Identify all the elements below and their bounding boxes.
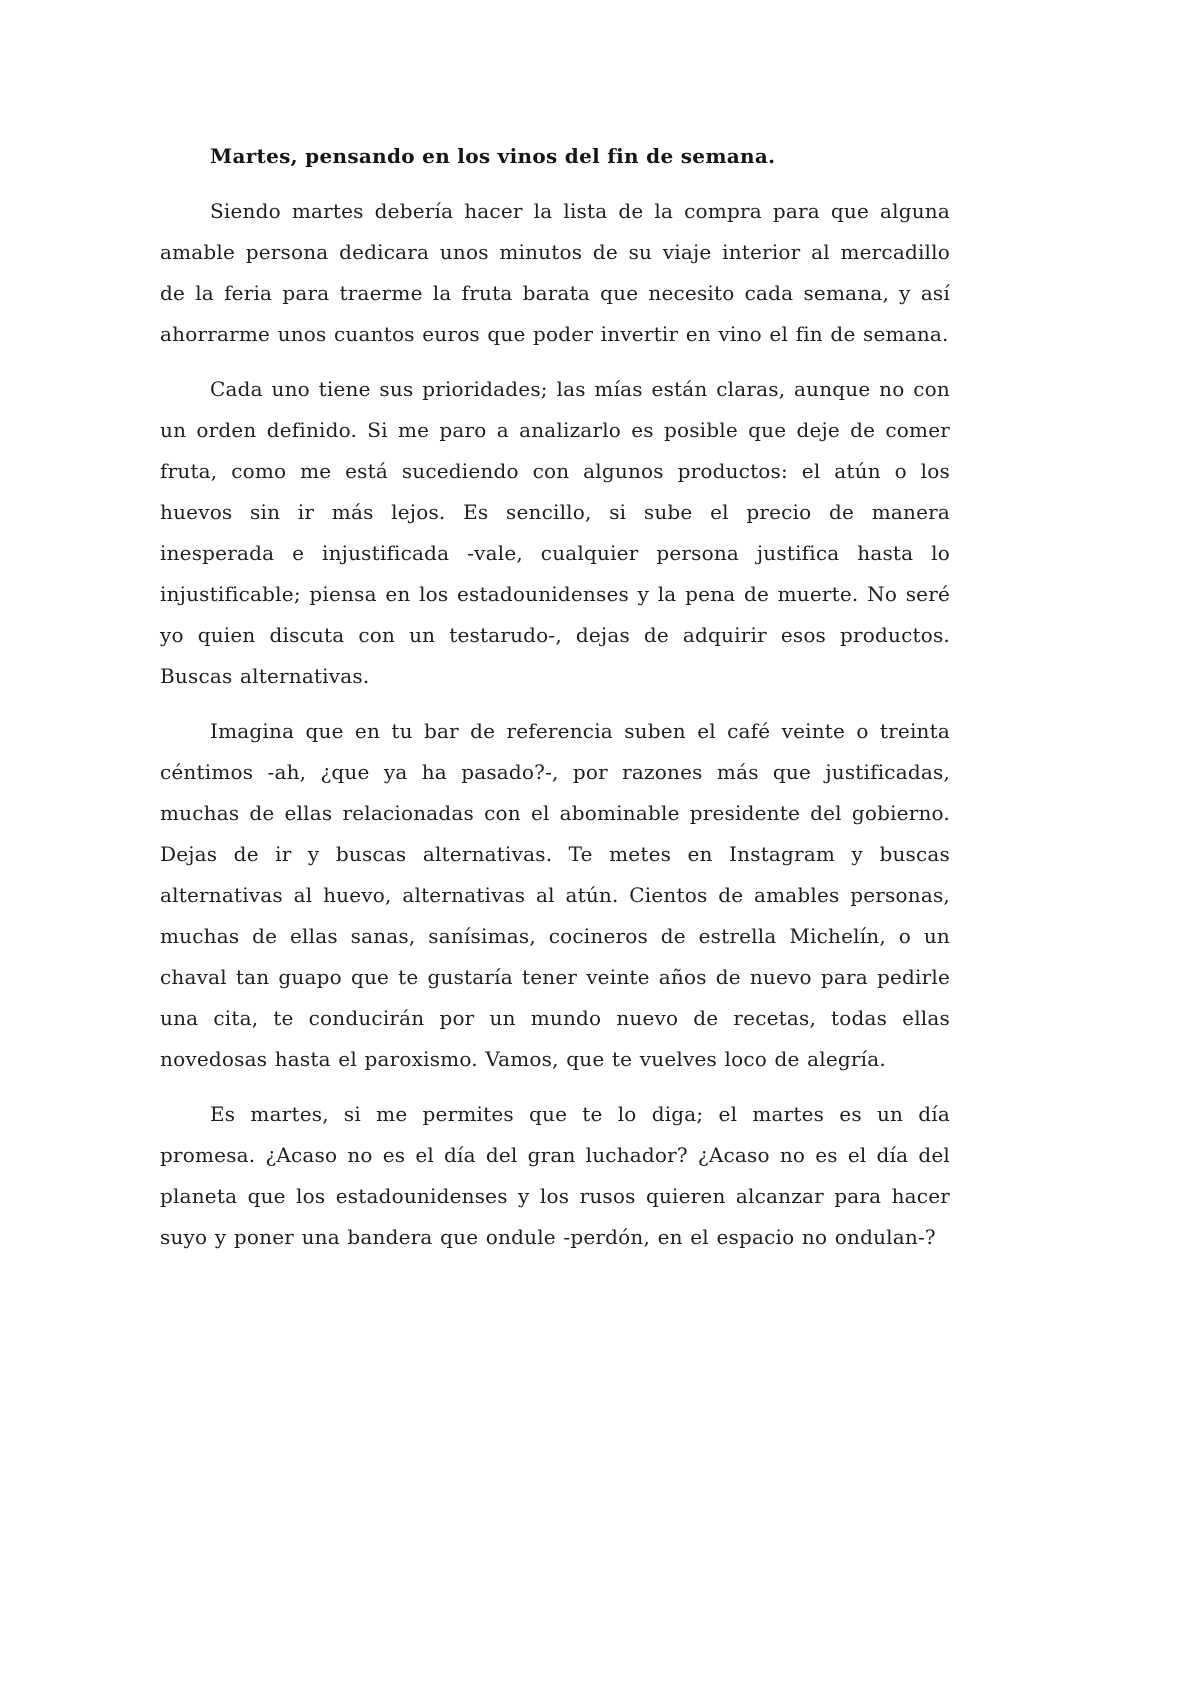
document-title: Martes, pensando en los vinos del fin de semana. [210,144,776,168]
paragraph-1: Siendo martes debería hacer la lista de la compra para que alguna amable persona dedicara unos minutos de su viaje interior al mercadillo de la feria para traerme la fruta barata que necesito cada semana, y así ahorrarme unos cuantos euros que poder invertir en vino el fin de semana. [160,199,950,346]
paragraph-4: Es martes, si me permites que te lo diga; el martes es un día promesa. ¿Acaso no es el día del gran luchador? ¿Acaso no es el día del planeta que los estadounidenses y los rusos quieren alcanzar para hacer suyo y poner una bandera que ondule -perdón, en el espacio no ondulan-? [160,1102,950,1249]
paragraph-2: Cada uno tiene sus prioridades; las mías están claras, aunque no con un orden definido. Si me paro a analizarlo es posible que deje de comer fruta, como me está sucediendo con algunos productos: el atún o los huevos sin ir más lejos. Es sencillo, si sube el precio de manera inesperada e injustificada -vale, cualquier persona justifica hasta lo injustificable; piensa en los estadounidenses y la pena de muerte. No seré yo quien discuta con un testarudo-, dejas de adquirir esos productos. Buscas alternativas. [160,377,950,688]
paragraph-3: Imagina que en tu bar de referencia suben el café veinte o treinta céntimos -ah, ¿que ya ha pasado?-, por razones más que justificadas, muchas de ellas relacionadas con el abominable presidente del gobierno. Dejas de ir y buscas alternativas. Te metes en Instagram y buscas alternativas al huevo, alternativas al atún. Cientos de amables personas, muchas de ellas sanas, sanísimas, cocineros de estrella Michelín, o un chaval tan guapo que te gustaría tener veinte años de nuevo para pedirle una cita, te conducirán por un mundo nuevo de recetas, todas ellas novedosas hasta el paroxismo. Vamos, que te vuelves loco de alegría. [160,719,950,1071]
